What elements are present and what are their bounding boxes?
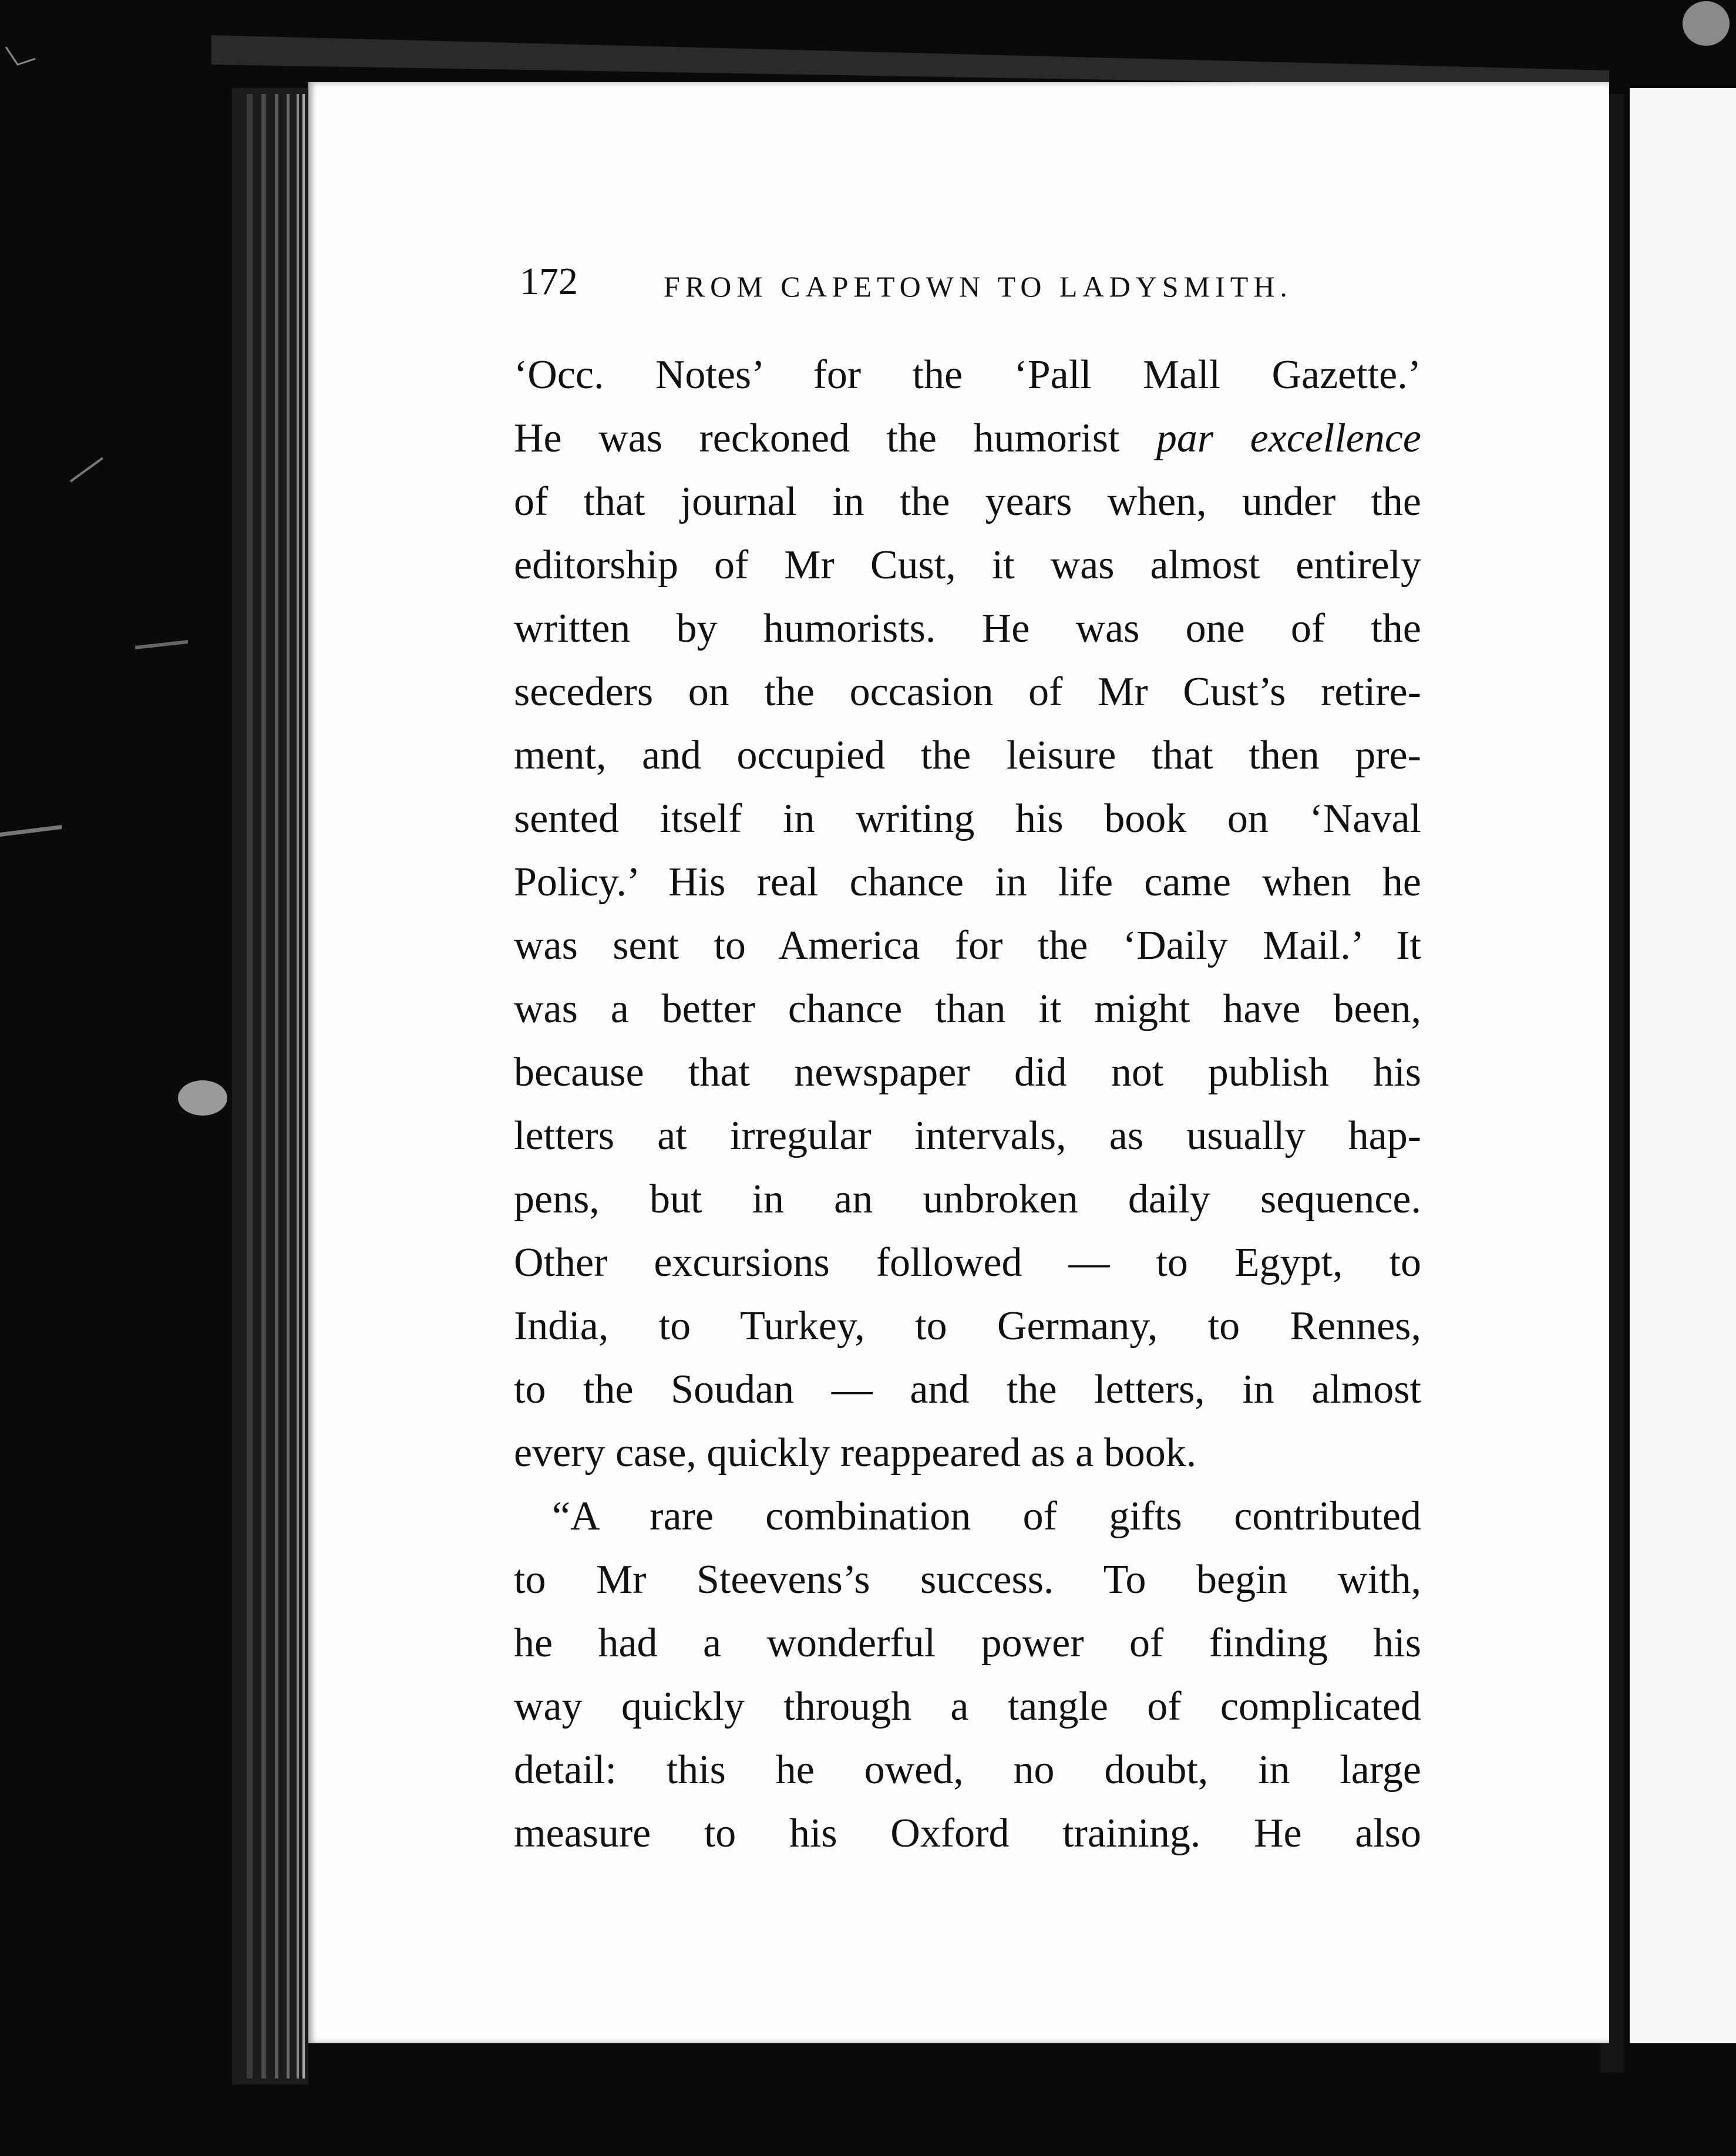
page-edges	[232, 88, 308, 2084]
running-title: FROM CAPETOWN TO LADYSMITH.	[664, 270, 1293, 303]
body-text	[514, 343, 1421, 1865]
text-line: every case, quickly reappeared as a book.	[514, 1430, 1197, 1475]
text-line: was a better chance than it might have been,	[514, 986, 1421, 1032]
text-line: measure to his Oxford training. He also	[514, 1811, 1421, 1856]
text-line: written by humorists. He was one of the	[514, 606, 1421, 651]
facing-page-edge	[1630, 88, 1736, 2043]
text-line: of that journal in the years when, under the	[514, 479, 1421, 524]
text-line: ment, and occupied the leisure that then pre-	[514, 733, 1421, 778]
text-line: India, to Turkey, to Germany, to Rennes,	[514, 1303, 1421, 1349]
text-line: Other excursions followed — to Egypt, to	[514, 1240, 1421, 1285]
text-line: was sent to America for the ‘Daily Mail.’ It	[514, 923, 1421, 968]
text-line: detail: this he owed, no doubt, in large	[514, 1747, 1421, 1793]
italic-phrase: par excellence	[1156, 416, 1422, 461]
text-line: editorship of Mr Cust, it was almost entirely	[514, 543, 1421, 588]
text-line: letters at irregular intervals, as usually hap-	[514, 1113, 1421, 1158]
running-head	[520, 252, 1307, 323]
text-line: “A rare combination of gifts contributed	[552, 1494, 1421, 1539]
text-line: pens, but in an unbroken daily sequence.	[514, 1177, 1421, 1222]
text-line: way quickly through a tangle of complicated	[514, 1684, 1421, 1729]
text-line: sented itself in writing his book on ‘Naval	[514, 796, 1421, 841]
text-line	[514, 407, 1421, 470]
text-line: because that newspaper did not publish his	[514, 1050, 1421, 1095]
text-line: Policy.’ His real chance in life came when he	[514, 860, 1421, 905]
text-line: seceders on the occasion of Mr Cust’s retire-	[514, 669, 1421, 715]
text-line-start: He was reckoned the humorist	[514, 416, 1120, 461]
text-line: he had a wonderful power of finding his	[514, 1621, 1421, 1666]
text-line: to Mr Steevens’s success. To begin with,	[514, 1557, 1421, 1602]
page-number: 172	[520, 260, 578, 303]
text-line: to the Soudan — and the letters, in almost	[514, 1367, 1421, 1412]
text-line: ‘Occ. Notes’ for the ‘Pall Mall Gazette.’	[514, 352, 1421, 397]
